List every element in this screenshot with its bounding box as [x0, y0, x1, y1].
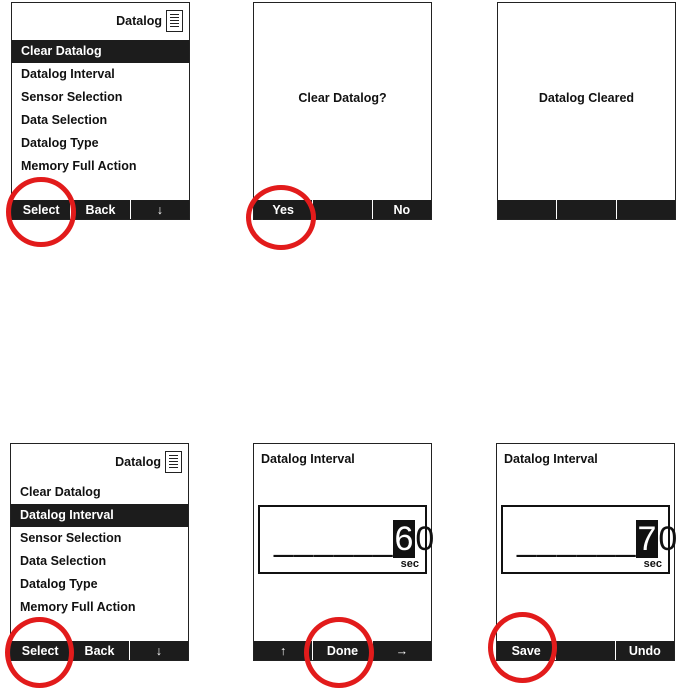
- highlight-circle-yes: [246, 185, 316, 250]
- list-icon: [166, 10, 183, 32]
- blank-softkey-middle: [557, 200, 616, 219]
- interval-digits: [517, 519, 678, 559]
- menu-item-sensor-selection[interactable]: Sensor Selection: [21, 90, 123, 104]
- highlight-circle-select-1: [6, 177, 76, 247]
- confirm-message: Clear Datalog?: [298, 91, 387, 105]
- unit-label: sec: [400, 558, 419, 570]
- digit-cursor[interactable]: 7: [637, 520, 658, 558]
- status-message: Datalog Cleared: [538, 91, 635, 105]
- undo-button[interactable]: Undo: [628, 643, 661, 658]
- no-button[interactable]: No: [393, 202, 411, 217]
- menu-item-datalog-type[interactable]: Datalog Type: [21, 136, 99, 150]
- blank-softkey: [313, 200, 372, 219]
- interval-value-field[interactable]: [258, 505, 436, 574]
- back-button[interactable]: Back: [70, 641, 129, 660]
- select-button[interactable]: Select: [11, 641, 70, 660]
- up-arrow-button[interactable]: ↑: [254, 641, 313, 660]
- blank-softkey-right: [617, 200, 675, 219]
- list-icon: [165, 451, 182, 473]
- select-button[interactable]: Select: [12, 200, 71, 219]
- digit-placeholders: ______: [274, 520, 394, 558]
- screen-datalog-cleared: [497, 2, 676, 220]
- digit-trailing: 0: [658, 520, 679, 558]
- screen-title: Datalog Interval: [261, 452, 355, 466]
- highlight-circle-done: [304, 617, 374, 688]
- menu-item-clear-datalog[interactable]: Clear Datalog: [20, 485, 101, 499]
- menu-item-datalog-type[interactable]: Datalog Type: [20, 577, 98, 591]
- highlight-circle-save: [488, 612, 557, 683]
- down-arrow-button[interactable]: ↓: [156, 202, 163, 217]
- menu-item-datalog-interval[interactable]: Datalog Interval: [11, 504, 188, 527]
- yes-button[interactable]: Yes: [254, 200, 313, 219]
- down-arrow-button[interactable]: ↓: [155, 643, 162, 658]
- unit-label: sec: [643, 558, 662, 570]
- menu-item-clear-datalog[interactable]: Clear Datalog: [12, 40, 189, 63]
- header-title: Datalog: [116, 14, 162, 28]
- digit-trailing: 0: [415, 520, 436, 558]
- interval-digits: [274, 519, 435, 559]
- save-button[interactable]: Save: [497, 641, 556, 660]
- screen-header: [115, 450, 182, 474]
- screen-title: Datalog Interval: [504, 452, 598, 466]
- highlight-circle-select-2: [5, 617, 74, 688]
- datalog-menu: [11, 481, 188, 619]
- blank-softkey-left: [498, 200, 557, 219]
- menu-item-memory-full-action[interactable]: Memory Full Action: [20, 600, 136, 614]
- interval-value-field[interactable]: [501, 505, 679, 574]
- digit-cursor[interactable]: 6: [394, 520, 415, 558]
- menu-item-data-selection[interactable]: Data Selection: [21, 113, 108, 127]
- done-button[interactable]: Done: [313, 641, 372, 660]
- blank-softkey: [556, 641, 615, 660]
- datalog-menu: [12, 40, 189, 178]
- back-button[interactable]: Back: [71, 200, 130, 219]
- menu-item-memory-full-action[interactable]: Memory Full Action: [21, 159, 137, 173]
- menu-item-sensor-selection[interactable]: Sensor Selection: [20, 531, 122, 545]
- right-arrow-button[interactable]: →: [395, 643, 409, 658]
- menu-item-data-selection[interactable]: Data Selection: [20, 554, 107, 568]
- digit-placeholders: ______: [517, 520, 637, 558]
- screen-header: [116, 9, 183, 33]
- menu-item-datalog-interval[interactable]: Datalog Interval: [21, 67, 115, 81]
- softkey-bar: [498, 200, 675, 219]
- header-title: Datalog: [115, 455, 161, 469]
